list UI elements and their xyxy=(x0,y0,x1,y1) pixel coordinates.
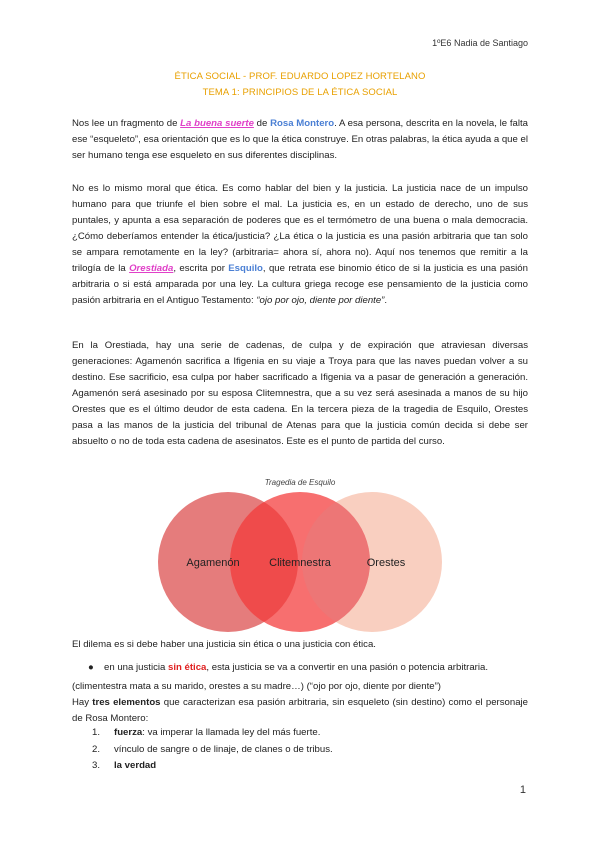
topic-title: TEMA 1: PRINCIPIOS DE LA ÉTICA SOCIAL xyxy=(202,87,398,98)
paragraph-justice xyxy=(72,181,528,309)
orestiada-link[interactable]: Orestiada xyxy=(129,263,174,274)
label-clitemnestra: Clitemnestra xyxy=(269,557,331,569)
list-item xyxy=(92,727,528,738)
page-number: 1 xyxy=(519,784,526,796)
text-span: . xyxy=(384,295,388,306)
quote-text: “ojo por ojo, diente por diente” xyxy=(256,295,385,306)
example-line: (climentestra mata a su marido, orestes a su madre…) (“ojo por ojo, diente por diente”) xyxy=(72,681,441,692)
text-span: . A esa persona, descrita en la novela, le falta ese “esqueleto”, esa orientación que es lo que la ética construye. En otras palabras, la ética ayuda a que el ser humano tenga ese esqueleto en sus diferentes disciplinas. xyxy=(72,118,528,161)
elements-intro xyxy=(72,695,528,727)
label-agamenon: Agamenón xyxy=(186,557,240,569)
highlight-red: sin ética xyxy=(168,662,207,673)
dilemma-line: El dilema es si debe haber una justicia sin ética o una justicia con ética. xyxy=(72,639,376,650)
label-orestes: Orestes xyxy=(366,557,406,569)
esquilo-name: Esquilo xyxy=(228,263,263,274)
list-number: 1. xyxy=(92,727,101,738)
paragraph-orestiada: En la Orestiada, hay una serie de cadenas, de culpa y de expiración que atraviesan diversas generaciones: Agamenón sacrifica a Ifigenia en su viaje a Troya para que las naves puedan volver a su destino. Ese sacrificio, esa culpa por haber sacrificado a Ifigenia va a pasar de generación a generación. Agamenón será asesinado por su esposa Clitemnestra, que a su vez será asesinada a manos de su hijo Orestes que es el último deudor de esta cadena. En la tercera pieza de la tragedia de Esquilo, Orestes pasa a las manos de la justicia del tribunal de Atenas para que la justicia común decida si debe ser absuelto o no de toda esta cadena de asesinatos. Este es el punto de partida del curso. xyxy=(72,340,528,447)
venn-caption: Tragedia de Esquilo xyxy=(264,478,336,487)
text-span: en una justicia xyxy=(104,662,168,673)
list-text: vínculo de sangre o de linaje, de clanes o de tribus. xyxy=(114,744,333,755)
list-number: 3. xyxy=(92,760,101,771)
text-span: , esta justicia se va a convertir en una pasión o potencia arbitraria. xyxy=(206,662,488,673)
text-span: Hay xyxy=(72,697,93,708)
text-span: Nos lee un fragmento de xyxy=(72,118,181,129)
paragraph-intro xyxy=(72,116,528,164)
list-item xyxy=(92,744,528,755)
list-text: : va imperar la llamada ley del más fuerte. xyxy=(142,727,321,738)
bullet-item xyxy=(88,660,528,676)
list-bold: la verdad xyxy=(114,760,157,771)
author-name: Rosa Montero xyxy=(270,118,335,129)
text-span: No es lo mismo moral que ética. Es como hablar del bien y la justicia. La justicia nace de un impulso humano para que triunfe el bien sobre el mal. La justicia es, en un estado de derecho, uno de sus puntales, y apunta a esa separación de poderes que es el termómetro de una buena o mala democracia. ¿Cómo deberíamos entender la ética/justicia? ¿La ética o la justicia es una pasión arbitraria que tan solo se ampara remotamente en la ley? (arbitraria= ahora sí, ahora no). Aquí nos tenemos que remitir a la trilogía de la xyxy=(72,183,528,274)
text-span: , que retrata ese binomio ético de si la justicia es una pasión arbitraria o si está amparada por una ley. La cultura griega recoge ese pensamiento de la justicia como pasión arbitraria en el Antiguo Testamento: xyxy=(72,263,528,306)
venn-diagram xyxy=(0,490,600,640)
author-header: 1ºE6 Nadia de Santiago xyxy=(432,38,528,48)
book-title-link[interactable]: La buena suerte xyxy=(180,118,254,129)
text-span: , escrita por xyxy=(173,263,229,274)
list-number: 2. xyxy=(92,744,101,755)
list-item xyxy=(92,760,528,771)
course-title: ÉTICA SOCIAL - PROF. EDUARDO LOPEZ HORTELANO xyxy=(174,71,426,82)
list-bold: fuerza xyxy=(114,727,143,738)
bold-text: tres elementos xyxy=(92,697,161,708)
bullet-icon: ● xyxy=(88,662,94,673)
text-span: de xyxy=(253,118,271,129)
text-span: que caracterizan esa pasión arbitraria, sin esqueleto (sin destino) como el personaje de Rosa Montero: xyxy=(72,697,529,724)
